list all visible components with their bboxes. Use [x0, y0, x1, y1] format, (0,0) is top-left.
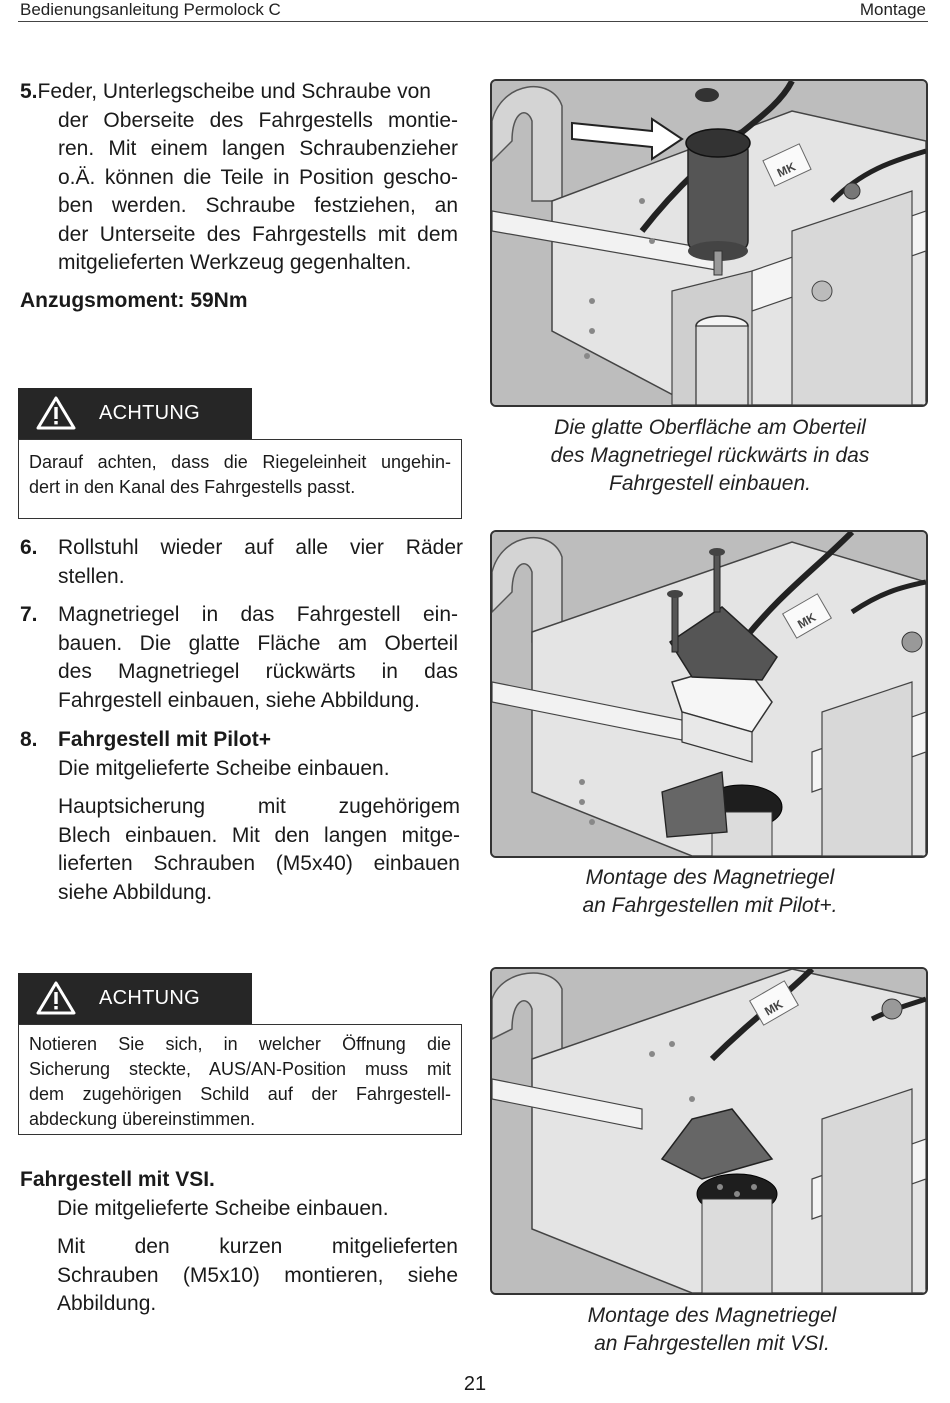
step-5-line: der Oberseite des Fahrgestells montie- — [58, 108, 458, 132]
warning-text-line: dem zugehörigen Schild auf der Fahrgestell- — [29, 1084, 451, 1104]
step-6-line: Rollstuhl wieder auf alle vier Räder — [58, 536, 463, 559]
caption-line: Montage des Magnetriegel — [585, 866, 835, 889]
step-5-line: ren. Mit einem langen Schraubenzieher — [58, 137, 458, 160]
header-title: Bedienungsanleitung Permolock C — [20, 0, 281, 19]
figure-vsi-photo — [490, 967, 928, 1295]
caption-line: Die glatte Oberfläche am Oberteil — [554, 416, 866, 439]
warning-header — [18, 388, 252, 439]
step-8-line: lieferten Schrauben (M5x40) einbauen — [58, 852, 460, 875]
figure-label-text: MK — [762, 997, 786, 1019]
warning-text-line: Notieren Sie sich, in welcher Öffnung die — [29, 1034, 451, 1054]
step-5-line: Feder, Unterlegscheibe und Schraube von — [37, 80, 431, 103]
step-5-line: der Unterseite des Fahrgestells mit dem — [58, 222, 458, 246]
header-section: Montage — [859, 0, 926, 19]
figure-pilot-photo — [490, 530, 928, 858]
step-6 — [20, 534, 463, 594]
figure-illustration — [492, 532, 926, 856]
warning-text-line: Sicherung steckte, AUS/AN-Position muss mit — [29, 1059, 451, 1079]
warning-text-line: Darauf achten, dass die Riegeleinheit ungehin- — [29, 452, 451, 472]
step-number: 5. — [20, 80, 38, 103]
step-8-line: Hauptsicherung mit zugehörigem — [58, 795, 460, 818]
caption-line: Fahrgestell einbauen. — [609, 472, 811, 495]
step-7-line: Fahrgestell einbauen, siehe Abbildung. — [58, 688, 420, 712]
vsi-line: Mit den kurzen mitgelieferten — [57, 1235, 458, 1258]
step-8 — [20, 726, 460, 911]
step-7-line: bauen. Die glatte Fläche am Oberteil — [58, 631, 458, 655]
warning-icon — [36, 396, 76, 430]
warning-icon — [36, 981, 76, 1015]
caption-line: an Fahrgestellen mit VSI. — [594, 1332, 830, 1355]
step-5-line: ben werden. Schraube festziehen, an — [58, 194, 458, 217]
figure-caption — [492, 1302, 932, 1358]
figure-magnet-lock-photo — [490, 79, 928, 407]
torque-value: Anzugsmoment: 59Nm — [20, 289, 248, 312]
step-8-line: Blech einbauen. Mit den langen mitge- — [58, 823, 460, 847]
step-7 — [20, 601, 458, 717]
warning-text-box — [18, 1024, 462, 1135]
vsi-line: Die mitgelieferte Scheibe einbauen. — [57, 1196, 389, 1220]
step-number: 7. — [20, 603, 38, 626]
warning-text-line: abdeckung übereinstimmen. — [29, 1109, 256, 1129]
caption-line: des Magnetriegel rückwärts in das — [550, 444, 870, 467]
vsi-title: Fahrgestell mit VSI. — [20, 1168, 215, 1191]
figure-label-text: MK — [774, 159, 798, 181]
step-8-line: siehe Abbildung. — [58, 880, 213, 904]
page-number: 21 — [463, 1373, 487, 1395]
warning-text-line: dert in den Kanal des Fahrgestells passt. — [29, 477, 356, 497]
step-number: 8. — [20, 728, 38, 751]
step-8-line: Die mitgelieferte Scheibe einbauen. — [58, 756, 390, 780]
caption-line: an Fahrgestellen mit Pilot+. — [582, 894, 838, 917]
step-6-line: stellen. — [58, 564, 125, 588]
step-5-line: o.Ä. können die Teile in Position gescho- — [58, 165, 458, 189]
header-divider — [18, 21, 928, 22]
warning-text-box — [18, 439, 462, 519]
step-8-title: Fahrgestell mit Pilot+ — [58, 728, 271, 751]
step-5-line: mitgelieferten Werkzeug gegenhalten. — [58, 251, 412, 274]
figure-caption — [490, 414, 930, 498]
warning-header — [18, 973, 252, 1024]
vsi-line: Abbildung. — [57, 1292, 157, 1315]
vsi-section — [20, 1166, 458, 1319]
figure-caption — [490, 864, 930, 920]
caption-line: Montage des Magnetriegel — [587, 1304, 837, 1327]
warning-label: ACHTUNG — [99, 987, 200, 1009]
step-5 — [20, 78, 458, 278]
figure-illustration — [492, 969, 926, 1293]
figure-illustration — [492, 81, 926, 405]
step-number: 6. — [20, 536, 38, 559]
step-7-line: Magnetriegel in das Fahrgestell ein- — [58, 603, 458, 626]
figure-label-text: MK — [795, 610, 819, 632]
warning-label: ACHTUNG — [99, 402, 200, 424]
vsi-line: Schrauben (M5x10) montieren, siehe — [57, 1263, 458, 1287]
step-7-line: des Magnetriegel rückwärts in das — [58, 660, 458, 683]
